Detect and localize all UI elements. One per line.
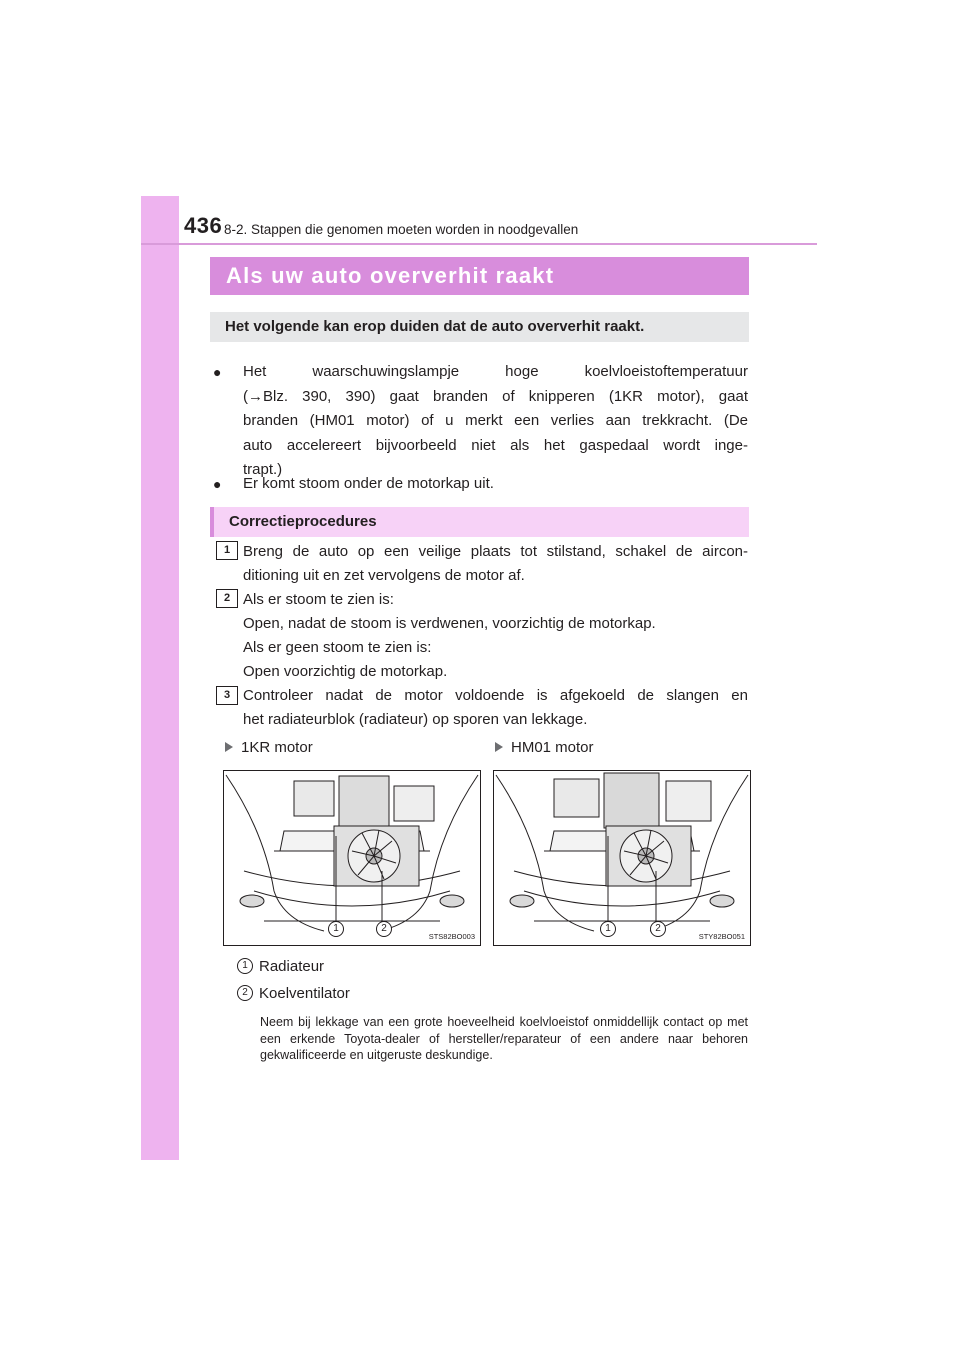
engine-figure-hm01 [493,770,751,946]
subheading-symptoms [210,312,749,342]
callout-cooling-fan: 2 [376,921,392,937]
bullet-dot-icon: ● [213,364,222,380]
step-2-text [243,588,748,636]
step-2-line-4: Open voorzichtig de motorkap. [243,663,448,680]
callout-radiator: 1 [600,921,616,937]
bullet-1-line-1: Het waarschuwingslampje hoge koelvloeistoftemperatuur [243,363,748,380]
step-3-line-2: het radiateurblok (radiateur) op sporen van lekkage. [243,711,588,728]
figure-label-hm01 [495,739,594,756]
engine-bay-illustration [494,771,750,945]
arrow-icon: → [248,387,263,405]
figure-label-hm01-text: HM01 motor [511,739,594,756]
step-2-line-1: Als er stoom te zien is: [243,591,394,608]
step-1-text [243,540,748,588]
step-2-line-2: Open, nadat de stoom is verdwenen, voorzichtig de motorkap. [243,615,656,632]
title-bar [210,257,749,295]
step-3-text [243,684,748,732]
engine-figure-1kr [223,770,481,946]
leak-note: Neem bij lekkage van een grote hoeveelheid koelvloeistof onmiddellijk contact op met een erkende Toyota-dealer of hersteller/reparateur of een andere naar behoren gekwalificeerde en uitgeruste deskundige. [260,1015,748,1062]
bullet-1-line-4: auto accelereert bijvoorbeeld niet als het gaspedaal wordt inge- [243,436,748,454]
figure-code: STY82BO051 [698,932,745,941]
step-1-line-2: ditioning uit en zet vervolgens de motor af. [243,567,525,584]
legend-number-2: 2 [237,985,253,1001]
bullet-1-line-2: (→Blz. 390, 390) gaat branden of knipperen (1KR motor), gaat [243,387,748,405]
figure-label-1kr-text: 1KR motor [241,739,313,756]
figure-label-1kr [225,739,313,756]
page-title: Als uw auto oververhit raakt [226,263,555,288]
step-2-line-3: Als er geen stoom te zien is: [243,639,432,656]
bullet-1-line-5: trapt.) [243,461,283,478]
triangle-icon [225,742,233,752]
page-reference[interactable]: Blz. 390, 390) gaat branden of knipperen (1KR motor), gaat [263,387,748,405]
step-2-text-b [243,636,748,684]
step-3-line-1: Controleer nadat de motor voldoende is afgekoeld de slangen en [243,687,748,704]
bullet-text-1 [243,360,748,483]
callout-cooling-fan: 2 [650,921,666,937]
engine-bay-illustration [224,771,480,945]
legend-cooling-fan: Koelventilator [259,985,350,1002]
header-rule [141,243,817,245]
chapter-sidebar-tab [141,196,179,1160]
page-number: 436 [184,213,223,238]
legend-radiator: Radiateur [259,958,325,975]
bullet-item-1 [213,360,748,485]
subheading-procedures [210,507,749,537]
step-1-line-1: Breng de auto op een veilige plaats tot stilstand, schakel de aircon- [243,543,748,560]
bullet-dot-icon: ● [213,476,222,492]
step-number-3: 3 [216,686,238,705]
callout-radiator: 1 [328,921,344,937]
step-number-1: 1 [216,541,238,560]
triangle-icon [495,742,503,752]
legend-number-1: 1 [237,958,253,974]
bullet-item-2 [213,472,748,498]
subheading-symptoms-text: Het volgende kan erop duiden dat de auto oververhit raakt. [225,318,645,335]
section-header: 8-2. Stappen die genomen moeten worden in noodgevallen [224,222,579,237]
bullet-1-line-3: branden (HM01 motor) of u merkt een verlies aan trekkracht. (De [243,412,748,429]
figure-code: STS82BO003 [428,932,475,941]
subheading-procedures-text: Correctieprocedures [229,513,377,530]
step-number-2: 2 [216,589,238,608]
bullet-text-2: Er komt stoom onder de motorkap uit. [243,475,494,492]
